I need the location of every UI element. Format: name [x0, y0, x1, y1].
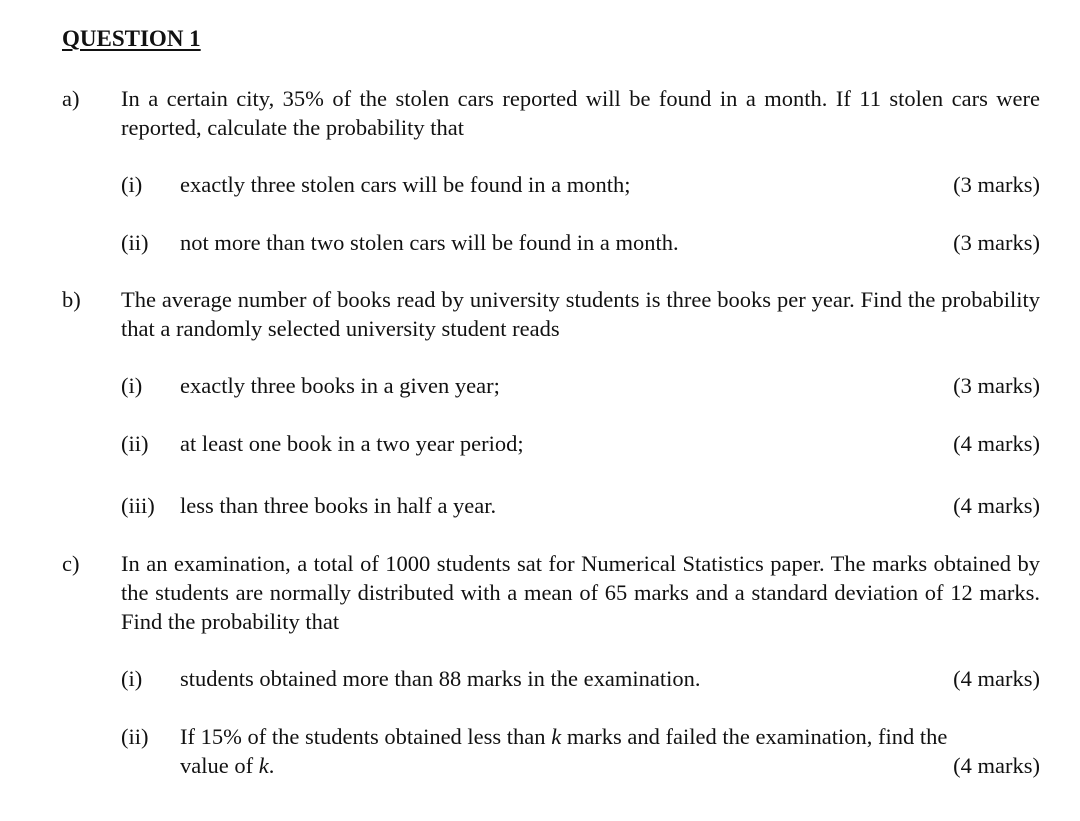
part-b-sub-iii-text: less than three books in half a year.	[180, 493, 497, 518]
part-b-sub-iii-marks: (4 marks)	[953, 493, 1040, 518]
part-c-label: c)	[62, 551, 80, 576]
part-c-sub-ii-line2-before: value of	[180, 753, 259, 778]
part-c-sub-ii-number: (ii)	[121, 724, 149, 749]
part-a-sub-i-number: (i)	[121, 172, 143, 197]
part-b-sub-i-text: exactly three books in a given year;	[180, 373, 500, 398]
part-b-label: b)	[62, 287, 81, 312]
part-c-sub-ii-marks: (4 marks)	[953, 753, 1040, 778]
part-b-sub-ii-marks: (4 marks)	[953, 431, 1040, 456]
part-b-sub-i-number: (i)	[121, 373, 143, 398]
part-c-sub-i-number: (i)	[121, 666, 143, 691]
part-c-sub-ii-text-line1	[180, 722, 1040, 751]
part-c-sub-ii-text-before: If 15% of the students obtained less than	[180, 724, 552, 749]
part-b-sub-i-marks: (3 marks)	[953, 373, 1040, 398]
part-c-sub-ii-text-line2	[180, 751, 274, 780]
part-c-sub-i-marks: (4 marks)	[953, 666, 1040, 691]
part-b-sub-iii-number: (iii)	[121, 493, 155, 518]
variable-k-2: k	[258, 753, 269, 778]
part-a-label: a)	[62, 86, 80, 111]
part-b-text: The average number of books read by university students is three books per year. Find the probability that a randomly selected university student reads	[121, 287, 1040, 341]
part-b-sub-ii-number: (ii)	[121, 431, 149, 456]
part-a-sub-i-marks: (3 marks)	[953, 172, 1040, 197]
variable-k: k	[551, 724, 562, 749]
part-a-sub-i-text: exactly three stolen cars will be found in a month;	[180, 172, 631, 197]
question-title: QUESTION 1	[62, 26, 201, 51]
part-a-sub-ii-text: not more than two stolen cars will be found in a month.	[180, 230, 679, 255]
part-a-text: In a certain city, 35% of the stolen cars reported will be found in a month. If 11 stolen cars were reported, calculate the probability that	[121, 86, 1040, 140]
part-c-sub-i-text: students obtained more than 88 marks in the examination.	[180, 666, 701, 691]
part-a-sub-ii-number: (ii)	[121, 230, 149, 255]
part-c-sub-ii-line2-after: .	[268, 753, 275, 778]
part-c-sub-ii-text-after: marks and failed the examination, find the	[561, 724, 948, 749]
part-c-text: In an examination, a total of 1000 students sat for Numerical Statistics paper. The marks obtained by the students are normally distributed with a mean of 65 marks and a standard deviation of 12 marks. Find the probability that	[121, 551, 1040, 634]
part-a-sub-ii-marks: (3 marks)	[953, 230, 1040, 255]
part-b-sub-ii-text: at least one book in a two year period;	[180, 431, 524, 456]
